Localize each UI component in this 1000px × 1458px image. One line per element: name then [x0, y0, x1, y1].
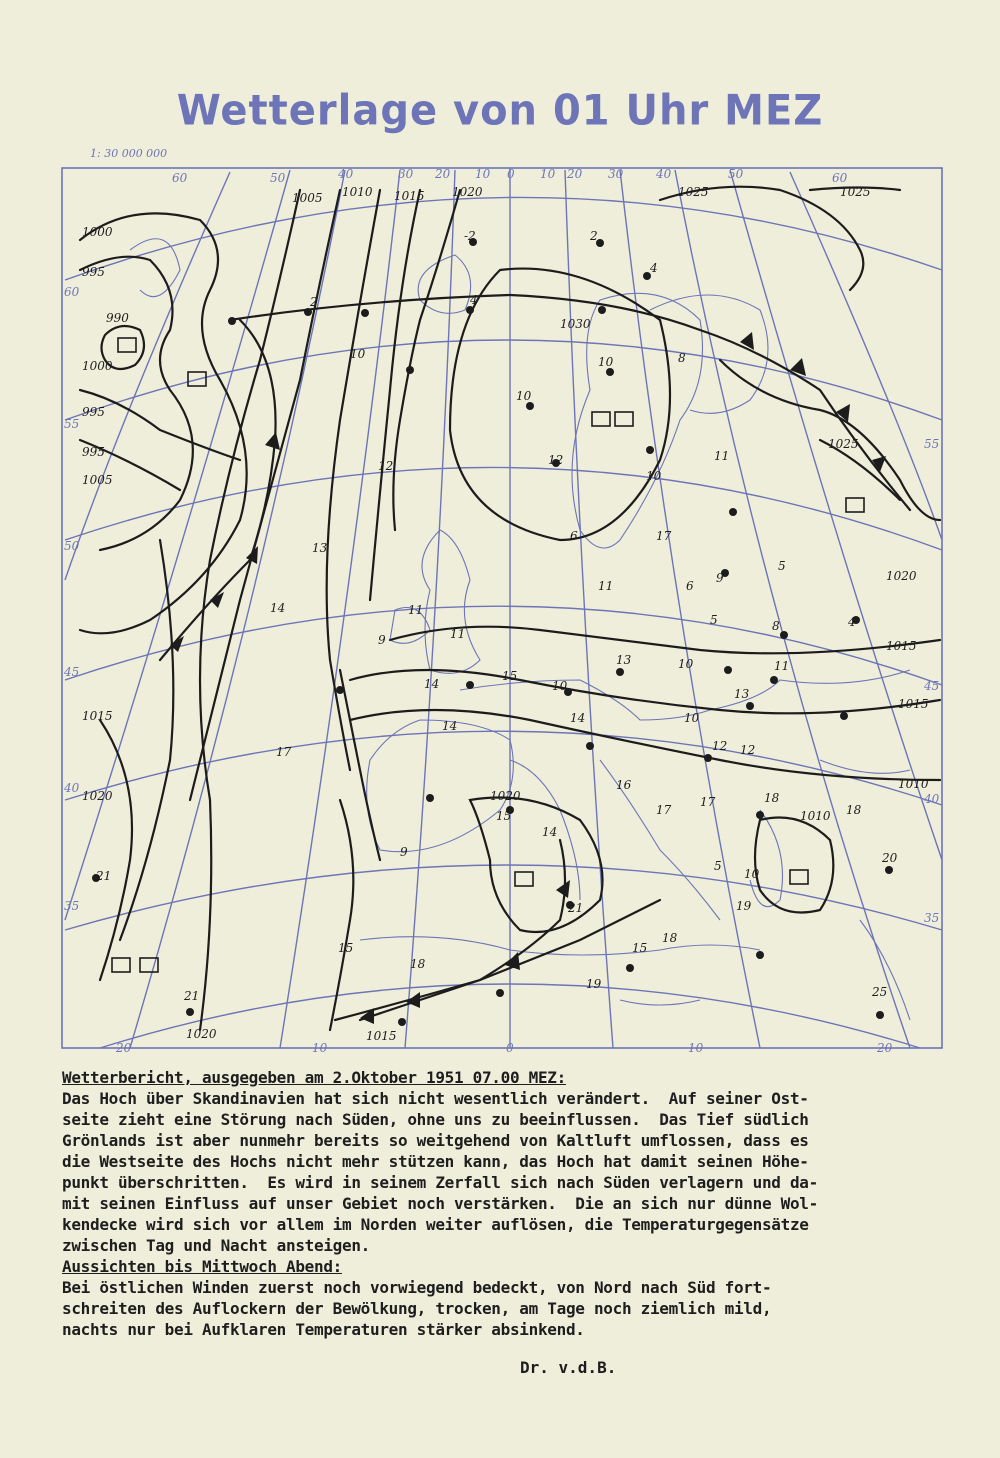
svg-text:40: 40 — [924, 792, 940, 806]
svg-text:21: 21 — [184, 989, 200, 1003]
svg-text:5: 5 — [710, 613, 718, 627]
svg-text:11: 11 — [714, 449, 730, 463]
svg-text:4: 4 — [848, 615, 856, 629]
svg-text:5: 5 — [714, 859, 722, 873]
svg-text:13: 13 — [734, 687, 750, 701]
svg-text:45: 45 — [64, 665, 80, 679]
svg-text:50: 50 — [64, 539, 80, 553]
svg-text:11: 11 — [408, 603, 424, 617]
report-line: mit seinen Einfluss auf unser Gebiet noch verstärken. Die an sich nur dünne Wol- — [62, 1194, 818, 1213]
report-line: seite zieht eine Störung nach Süden, ohne uns zu beeinflussen. Das Tief südlich — [62, 1110, 809, 1129]
svg-text:2: 2 — [590, 229, 598, 243]
svg-text:55: 55 — [64, 417, 80, 431]
parallel-grid — [65, 197, 942, 1048]
outlook-line: nachts nur bei Aufklaren Temperaturen stärker absinkend. — [62, 1320, 585, 1339]
svg-text:1010: 1010 — [342, 185, 373, 199]
svg-text:16: 16 — [616, 778, 632, 792]
svg-text:1025: 1025 — [678, 185, 709, 199]
svg-text:60: 60 — [832, 171, 848, 185]
svg-text:17: 17 — [276, 745, 292, 759]
svg-text:9: 9 — [378, 633, 386, 647]
svg-text:1005: 1005 — [82, 473, 113, 487]
svg-text:20: 20 — [116, 1041, 132, 1055]
svg-text:1015: 1015 — [82, 709, 113, 723]
svg-text:11: 11 — [598, 579, 614, 593]
svg-text:15: 15 — [502, 669, 518, 683]
svg-text:10: 10 — [350, 347, 366, 361]
svg-text:1005: 1005 — [292, 191, 323, 205]
outlook-line: schreiten des Auflockern der Bewölkung, trocken, am Tage noch ziemlich mild, — [62, 1299, 772, 1318]
page-title: Wetterlage von 01 Uhr MEZ — [176, 86, 824, 136]
svg-text:6: 6 — [570, 529, 578, 543]
svg-text:1010: 1010 — [898, 777, 929, 791]
svg-text:21: 21 — [96, 869, 112, 883]
svg-text:1020: 1020 — [886, 569, 917, 583]
svg-text:60: 60 — [64, 285, 80, 299]
report-line: Grönlands ist aber nunmehr bereits so weitgehend von Kaltluft umflossen, dass es — [62, 1131, 809, 1150]
svg-text:1020: 1020 — [82, 789, 113, 803]
svg-text:10: 10 — [744, 867, 760, 881]
map-frame — [62, 168, 942, 1048]
svg-text:17: 17 — [656, 529, 672, 543]
svg-text:9: 9 — [716, 571, 724, 585]
svg-text:13: 13 — [616, 653, 632, 667]
svg-text:11: 11 — [774, 659, 790, 673]
svg-text:14: 14 — [270, 601, 286, 615]
svg-text:19: 19 — [736, 899, 752, 913]
svg-text:20: 20 — [567, 167, 583, 181]
report-line: die Westseite des Hochs nicht mehr stützen kann, das Hoch hat damit seinen Höhe- — [62, 1152, 809, 1171]
svg-text:10: 10 — [540, 167, 556, 181]
svg-text:1025: 1025 — [840, 185, 871, 199]
svg-text:4: 4 — [470, 293, 478, 307]
svg-text:20: 20 — [882, 851, 898, 865]
svg-text:21: 21 — [568, 901, 584, 915]
svg-text:2: 2 — [310, 295, 318, 309]
svg-text:14: 14 — [542, 825, 558, 839]
svg-text:12: 12 — [740, 743, 756, 757]
svg-text:10: 10 — [678, 657, 694, 671]
svg-text:-2: -2 — [464, 229, 476, 243]
signature: Dr. v.d.B. — [520, 1358, 617, 1377]
svg-text:1015: 1015 — [394, 189, 425, 203]
svg-text:10: 10 — [684, 711, 700, 725]
outlook-heading: Aussichten bis Mittwoch Abend: — [62, 1257, 342, 1276]
svg-text:15: 15 — [338, 941, 354, 955]
svg-text:1010: 1010 — [800, 809, 831, 823]
svg-text:40: 40 — [338, 167, 354, 181]
svg-text:1030: 1030 — [560, 317, 591, 331]
svg-text:12: 12 — [548, 453, 564, 467]
svg-text:1015: 1015 — [898, 697, 929, 711]
svg-text:45: 45 — [924, 679, 940, 693]
svg-text:50: 50 — [728, 167, 744, 181]
svg-text:10: 10 — [598, 355, 614, 369]
report-line: zwischen Tag und Nacht ansteigen. — [62, 1236, 370, 1255]
svg-text:995: 995 — [82, 445, 105, 459]
svg-text:18: 18 — [764, 791, 780, 805]
report-line: punkt überschritten. Es wird in seinem Zerfall sich nach Süden verlagern und da- — [62, 1173, 818, 1192]
svg-text:20: 20 — [877, 1041, 893, 1055]
svg-text:19: 19 — [586, 977, 602, 991]
svg-text:14: 14 — [570, 711, 586, 725]
svg-text:14: 14 — [424, 677, 440, 691]
svg-text:995: 995 — [82, 265, 105, 279]
svg-text:60: 60 — [172, 171, 188, 185]
svg-text:10: 10 — [552, 679, 568, 693]
svg-text:18: 18 — [846, 803, 862, 817]
svg-text:13: 13 — [312, 541, 328, 555]
report-line: Das Hoch über Skandinavien hat sich nicht wesentlich verändert. Auf seiner Ost- — [62, 1089, 809, 1108]
meridian-grid — [65, 168, 942, 1048]
svg-text:40: 40 — [656, 167, 672, 181]
report-heading: Wetterbericht, ausgegeben am 2.Oktober 1951 07.00 MEZ: — [62, 1068, 566, 1087]
svg-text:12: 12 — [712, 739, 728, 753]
svg-text:17: 17 — [656, 803, 672, 817]
coastlines — [130, 239, 910, 1020]
svg-text:30: 30 — [398, 167, 414, 181]
svg-text:10: 10 — [516, 389, 532, 403]
svg-text:1015: 1015 — [366, 1029, 397, 1043]
weather-map — [60, 160, 950, 1060]
svg-text:55: 55 — [924, 437, 940, 451]
svg-text:5: 5 — [778, 559, 786, 573]
svg-text:17: 17 — [700, 795, 716, 809]
svg-text:4: 4 — [650, 261, 658, 275]
svg-text:1000: 1000 — [82, 225, 113, 239]
svg-text:10: 10 — [646, 469, 662, 483]
front-symbols — [170, 332, 886, 1024]
outlook-line: Bei östlichen Winden zuerst noch vorwiegend bedeckt, von Nord nach Süd fort- — [62, 1278, 772, 1297]
svg-text:11: 11 — [450, 627, 466, 641]
svg-text:10: 10 — [312, 1041, 328, 1055]
svg-text:8: 8 — [678, 351, 686, 365]
left-latitude-labels — [63, 285, 80, 913]
svg-text:35: 35 — [64, 899, 80, 913]
svg-text:25: 25 — [872, 985, 888, 999]
svg-text:0: 0 — [506, 1041, 514, 1055]
weather-report — [62, 1067, 942, 1340]
svg-text:995: 995 — [82, 405, 105, 419]
svg-text:30: 30 — [608, 167, 624, 181]
svg-text:990: 990 — [106, 311, 129, 325]
svg-text:10: 10 — [475, 167, 491, 181]
svg-text:10: 10 — [688, 1041, 704, 1055]
svg-text:1020: 1020 — [452, 185, 483, 199]
report-line: kendecke wird sich vor allem im Norden weiter auflösen, die Temperaturgegensätze — [62, 1215, 809, 1234]
station-temperatures — [95, 229, 898, 1003]
svg-text:35: 35 — [924, 911, 940, 925]
svg-text:1000: 1000 — [82, 359, 113, 373]
svg-text:1025: 1025 — [828, 437, 859, 451]
svg-text:14: 14 — [442, 719, 458, 733]
svg-text:9: 9 — [400, 845, 408, 859]
svg-text:0: 0 — [507, 167, 515, 181]
svg-text:18: 18 — [410, 957, 426, 971]
svg-text:18: 18 — [662, 931, 678, 945]
svg-text:1015: 1015 — [886, 639, 917, 653]
svg-text:12: 12 — [378, 459, 394, 473]
svg-text:50: 50 — [270, 171, 286, 185]
svg-text:1020: 1020 — [490, 789, 521, 803]
svg-text:20: 20 — [435, 167, 451, 181]
svg-text:1020: 1020 — [186, 1027, 217, 1041]
svg-text:8: 8 — [772, 619, 780, 633]
map-scale: 1: 30 000 000 — [90, 147, 168, 160]
svg-text:6: 6 — [686, 579, 694, 593]
svg-text:15: 15 — [632, 941, 648, 955]
svg-text:40: 40 — [64, 781, 80, 795]
svg-text:15: 15 — [496, 809, 512, 823]
